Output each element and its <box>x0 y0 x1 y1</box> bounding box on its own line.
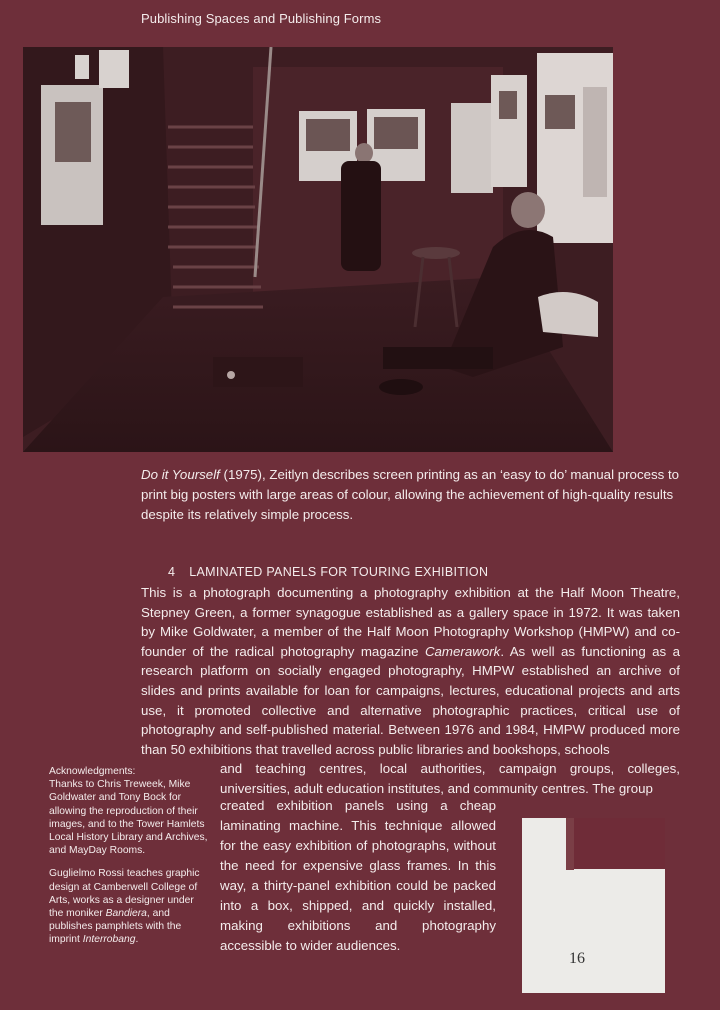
bio-moniker: Bandiera <box>105 908 147 920</box>
bio-imprint: Interrobang <box>82 934 136 946</box>
bio-text: Guglielmo Rossi teaches graphic design at Camberwell College of Arts, works as a designer under the moniker <box>49 868 200 920</box>
bio-text-end: . <box>135 934 139 946</box>
body-part1: This is a photograph documenting a photography exhibition at the Half Moon Theatre, Stepney Green, a former synagogue established as a gallery space in 1972. It was taken by Mike Goldwater, a member of the Half Moon Photography Workshop (HMPW) and co-founder of the radical photography magazine <box>141 585 680 659</box>
body-part4: created exhibition panels using a cheap laminating machine. This technique allowed for the easy exhibition of photographs, without the need for expensive glass frames. In this way, a thirty-panel exhibition could be packed into a box, shipped, and quickly installed, making exhibitions and photography accessible to wider audiences. <box>220 798 496 953</box>
exhibition-photo <box>23 47 613 452</box>
bio-text-mid: , and publishes pamphlets with the imprint <box>49 908 182 946</box>
thumbnail-dark-block <box>574 818 665 869</box>
exhibition-photo-image <box>23 47 613 452</box>
intro-italic-title: Do it Yourself <box>141 467 220 482</box>
thumbnail-page-number: 16 <box>569 950 585 967</box>
body-paragraph-continued <box>220 759 680 798</box>
thumbnail-edge <box>566 818 574 870</box>
magazine-name: Camerawork <box>424 643 501 659</box>
author-bio <box>49 867 209 946</box>
body-part2: . As well as functioning as a research platform on socially engaged photography, HMPW established an archive of slides and prints available for loan for campaigns, lectures, educational projects and arts use, it promoted collective and alternative photographic practices, critical use of photography and self-published material. Between 1976 and 1984, HMPW produced more than 50 exhibitions that travelled across public libraries and bookshops, schools <box>141 643 680 757</box>
caption-number: 4 <box>168 565 176 579</box>
running-head: Publishing Spaces and Publishing Forms <box>141 11 382 26</box>
body-paragraph-narrow <box>220 796 496 956</box>
panel-thumbnail <box>522 818 665 993</box>
caption-heading <box>168 565 488 579</box>
body-paragraph-main <box>141 583 680 759</box>
intro-text: (1975), Zeitlyn describes screen printing as an ‘easy to do’ manual process to print big posters with large areas of colour, allowing the achievement of high-quality results despite its relatively simple process. <box>141 467 680 522</box>
acknowledgments-heading: Acknowledgments: <box>49 766 136 777</box>
acknowledgments-text: Thanks to Chris Treweek, Mike Goldwater and Tony Bock for allowing the reproduction of their images, and to the Tower Hamlets Local History Library and Archives, and MayDay Rooms. <box>49 779 208 857</box>
caption-title: LAMINATED PANELS FOR TOURING EXHIBITION <box>189 565 489 579</box>
sidebar-notes <box>49 765 209 947</box>
body-part3: and teaching centres, local authorities, campaign groups, colleges, universities, adult education institutes, and community centres. The group <box>220 761 680 796</box>
intro-paragraph <box>141 465 686 525</box>
